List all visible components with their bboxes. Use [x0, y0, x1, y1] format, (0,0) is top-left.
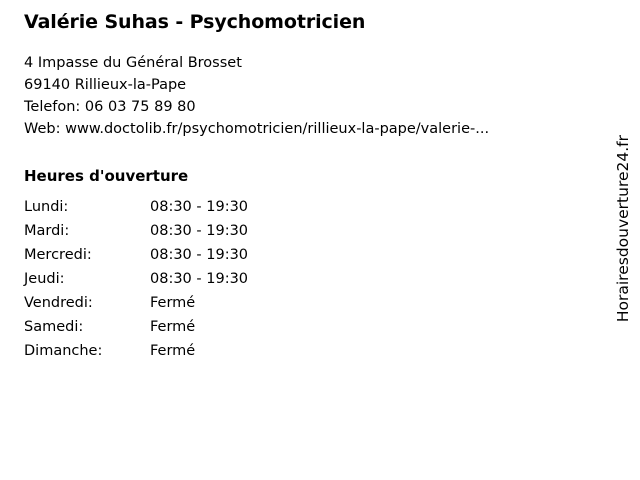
day-label: Dimanche:	[24, 343, 103, 359]
day-label: Samedi:	[24, 319, 84, 335]
day-hours: 08:30 - 19:30	[150, 199, 249, 215]
day-hours: Fermé	[150, 343, 196, 359]
website-line: Web: www.doctolib.fr/psychomotricien/rillieux-la-pape/valerie-...	[24, 121, 490, 137]
day-label: Jeudi:	[24, 271, 65, 287]
day-hours: 08:30 - 19:30	[150, 223, 249, 239]
day-hours: 08:30 - 19:30	[150, 271, 249, 287]
address-line-2: 69140 Rillieux-la-Pape	[24, 77, 187, 93]
watermark-label: Horairesdouverture24.fr	[614, 135, 632, 323]
table-row	[24, 342, 350, 366]
table-row	[24, 222, 350, 246]
table-row	[24, 198, 350, 222]
table-row	[24, 318, 350, 342]
day-hours: 08:30 - 19:30	[150, 247, 249, 263]
day-hours: Fermé	[150, 295, 196, 311]
opening-hours-table	[24, 198, 350, 366]
page-title: Valérie Suhas - Psychomotricien	[24, 11, 366, 33]
day-label: Mardi:	[24, 223, 70, 239]
day-label: Lundi:	[24, 199, 69, 215]
table-row	[24, 294, 350, 318]
phone-line: Telefon: 06 03 75 89 80	[24, 99, 196, 115]
table-row	[24, 246, 350, 270]
address-line-1: 4 Impasse du Général Brosset	[24, 55, 242, 71]
business-info-block	[24, 10, 594, 366]
day-label: Mercredi:	[24, 247, 92, 263]
opening-hours-heading: Heures d'ouverture	[24, 167, 189, 185]
day-hours: Fermé	[150, 319, 196, 335]
day-label: Vendredi:	[24, 295, 93, 311]
table-row	[24, 270, 350, 294]
